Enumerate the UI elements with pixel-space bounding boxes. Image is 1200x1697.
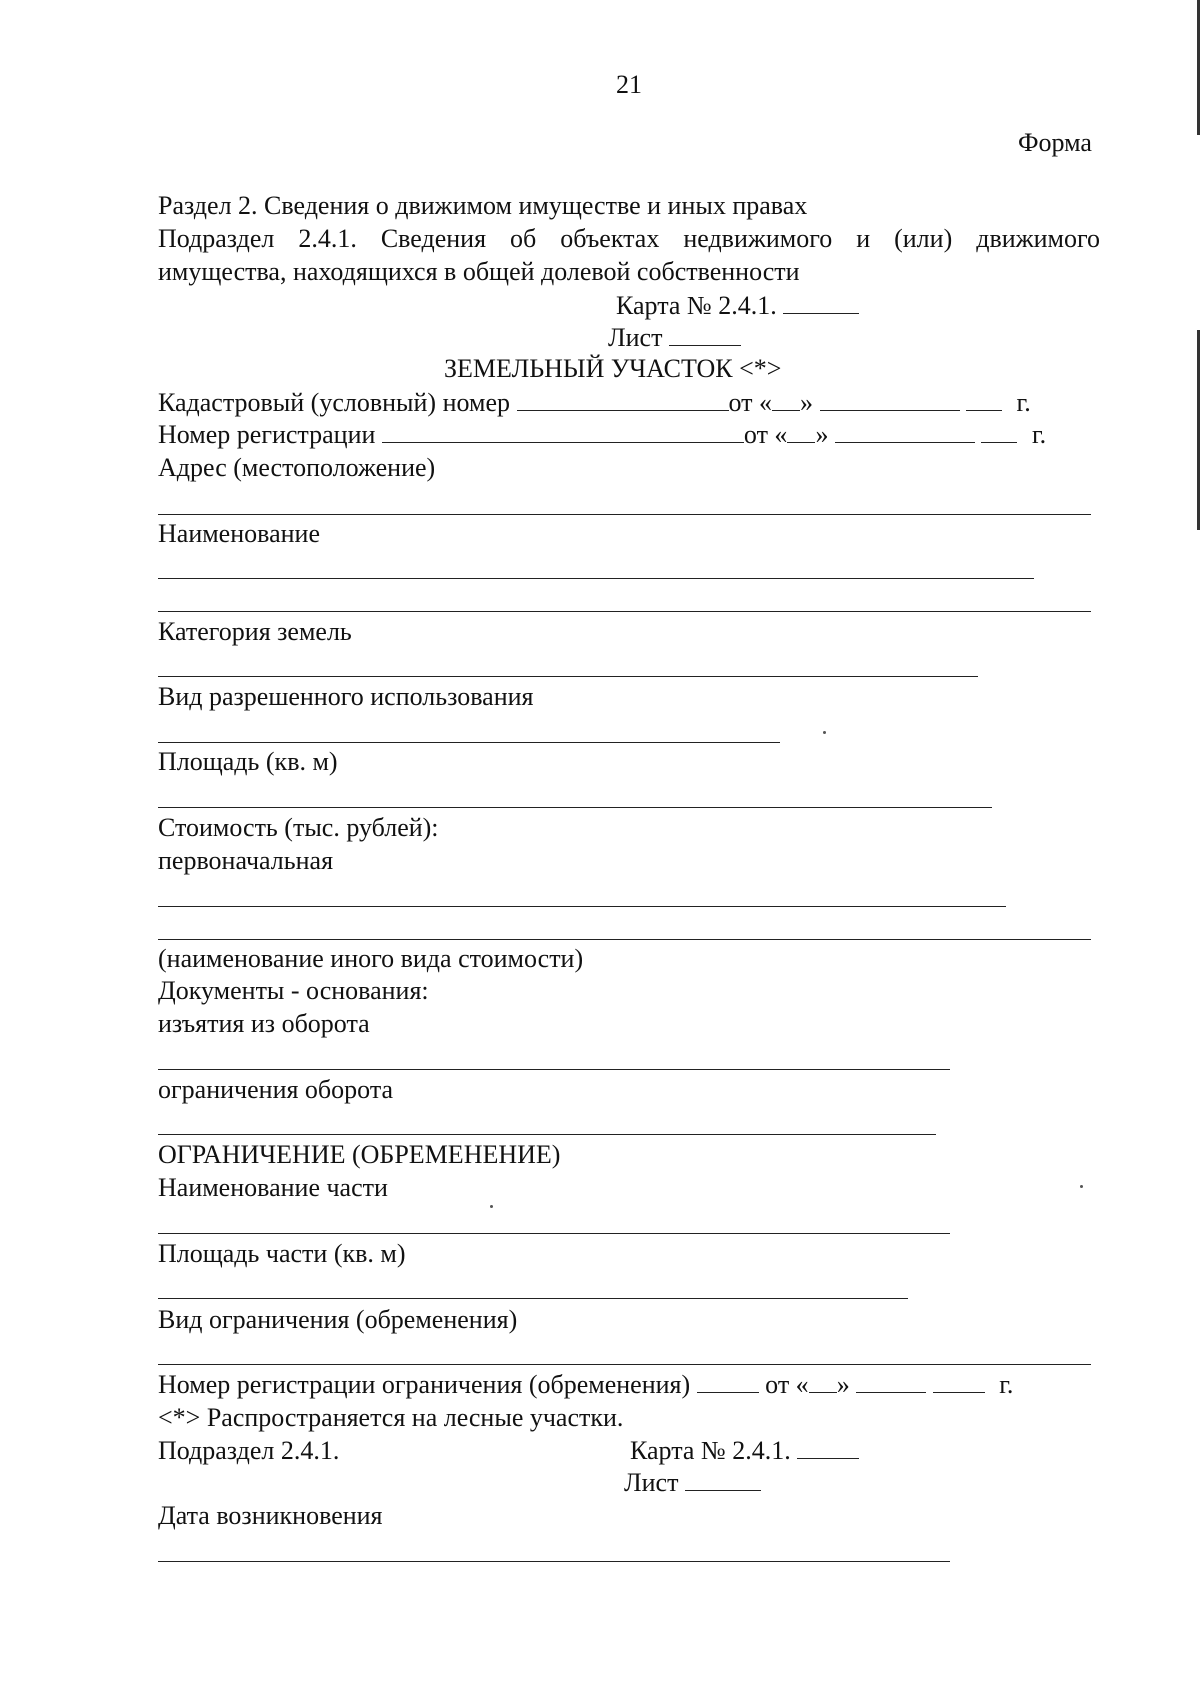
registration-date-month-field[interactable] <box>835 422 975 443</box>
withdrawal-label: изъятия из оборота <box>158 1009 370 1038</box>
turnover-restriction-field[interactable] <box>158 1134 936 1135</box>
permitted-use-label: Вид разрешенного использования <box>158 682 534 711</box>
subsection-title-line1: Подраздел 2.4.1. Сведения об объектах недвижимого и (или) движимого <box>158 224 1100 253</box>
encumbrance-title: ОГРАНИЧЕНИЕ (ОБРЕМЕНЕНИЕ) <box>158 1140 561 1169</box>
registration-number-field[interactable] <box>382 422 744 443</box>
sheet-number-field[interactable] <box>669 325 741 346</box>
other-cost-name-label: (наименование иного вида стоимости) <box>158 944 584 973</box>
name-label: Наименование <box>158 519 320 548</box>
card-number-field[interactable] <box>783 293 859 314</box>
turnover-restriction-label: ограничения оборота <box>158 1075 394 1104</box>
withdrawal-field[interactable] <box>158 1069 950 1070</box>
page-number: 21 <box>616 70 642 99</box>
land-category-field[interactable] <box>158 676 978 677</box>
cadastral-date-day-field[interactable] <box>772 390 800 411</box>
continuation-subsection: Подраздел 2.4.1. <box>158 1436 340 1465</box>
cadastral-date-year-field[interactable] <box>966 390 1002 411</box>
part-area-field[interactable] <box>158 1298 908 1299</box>
encumbrance-date-year-field[interactable] <box>933 1372 985 1393</box>
encumbrance-type-field[interactable] <box>158 1364 1091 1365</box>
cadastral-number-field[interactable] <box>517 390 729 411</box>
other-cost-field[interactable] <box>158 939 1091 940</box>
section-title: Раздел 2. Сведения о движимом имуществе и иных правах <box>158 191 808 220</box>
name-field-line1[interactable] <box>158 578 1034 579</box>
encumbrance-registration-row: Номер регистрации ограничения (обременения) от « » г. <box>158 1370 1014 1399</box>
area-label: Площадь (кв. м) <box>158 747 338 776</box>
name-field-line2[interactable] <box>158 611 1091 612</box>
continuation-sheet-label: Лист <box>624 1470 761 1496</box>
scan-speck <box>490 1205 493 1208</box>
object-title: ЗЕМЕЛЬНЫЙ УЧАСТОК <*> <box>444 354 782 383</box>
cadastral-number-row: Кадастровый (условный) номер от « » г. <box>158 388 1031 417</box>
permitted-use-field[interactable] <box>158 742 780 743</box>
cost-label: Стоимость (тыс. рублей): <box>158 813 439 842</box>
part-area-label: Площадь части (кв. м) <box>158 1239 406 1268</box>
card-number-label: Карта № 2.4.1. <box>616 293 859 319</box>
address-label: Адрес (местоположение) <box>158 453 436 482</box>
address-field[interactable] <box>158 514 1091 515</box>
part-name-label: Наименование части <box>158 1173 388 1202</box>
land-category-label: Категория земель <box>158 617 352 646</box>
cadastral-date-month-field[interactable] <box>820 390 960 411</box>
cost-initial-field[interactable] <box>158 906 1006 907</box>
cost-initial-label: первоначальная <box>158 846 334 875</box>
registration-date-year-field[interactable] <box>981 422 1017 443</box>
encumbrance-registration-field[interactable] <box>697 1372 759 1393</box>
encumbrance-date-month-field[interactable] <box>856 1372 926 1393</box>
area-field[interactable] <box>158 807 992 808</box>
date-of-origin-label: Дата возникновения <box>158 1501 383 1530</box>
form-label: Форма <box>1018 128 1092 157</box>
date-of-origin-field[interactable] <box>158 1561 950 1562</box>
encumbrance-type-label: Вид ограничения (обременения) <box>158 1305 518 1334</box>
continuation-card-label: Карта № 2.4.1. <box>630 1438 859 1464</box>
sheet-label: Лист <box>608 325 741 351</box>
continuation-card-number-field[interactable] <box>797 1438 859 1459</box>
registration-number-row: Номер регистрации от « » г. <box>158 420 1047 449</box>
continuation-sheet-number-field[interactable] <box>685 1470 761 1491</box>
part-name-field[interactable] <box>158 1233 950 1234</box>
documents-basis-label: Документы - основания: <box>158 976 429 1005</box>
footnote: <*> Распространяется на лесные участки. <box>158 1403 624 1432</box>
scan-speck <box>823 731 826 734</box>
registration-date-day-field[interactable] <box>787 422 815 443</box>
scan-speck <box>1080 1185 1083 1188</box>
encumbrance-date-day-field[interactable] <box>809 1372 837 1393</box>
subsection-title-line2: имущества, находящихся в общей долевой собственности <box>158 257 800 286</box>
